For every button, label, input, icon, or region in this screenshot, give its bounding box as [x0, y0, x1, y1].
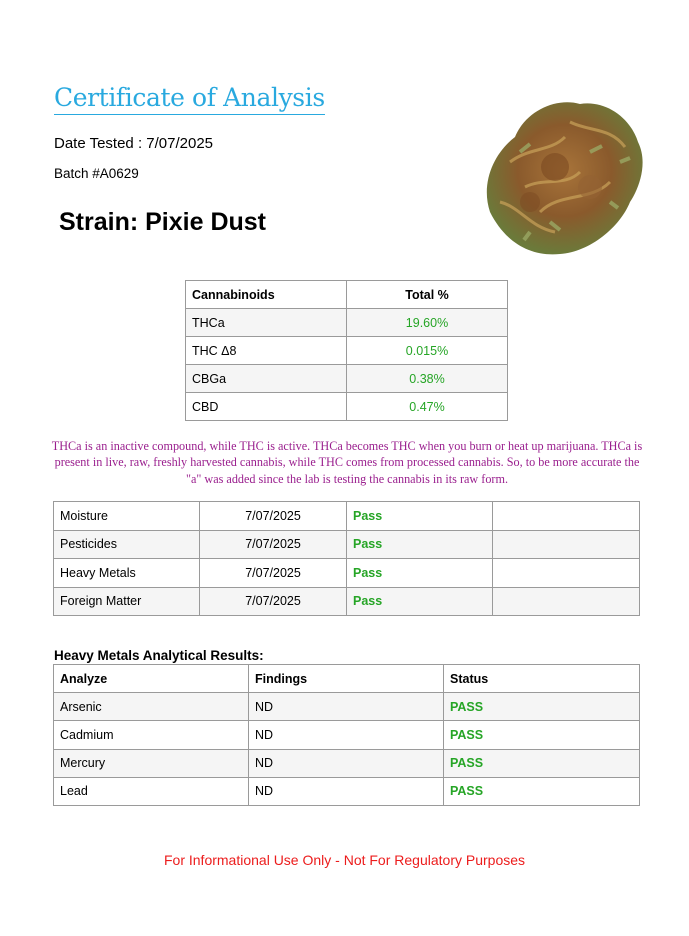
metal-name: Cadmium [54, 721, 249, 749]
table-row [54, 502, 640, 531]
thca-note: THCa is an inactive compound, while THC is active. THCa becomes THC when you burn or heat up marijuana. THCa is present in live, raw, freshly harvested cannabis, while THC comes from processed cannabis. So, to be more accurate the "a" was added since the lab is testing the cannabis in its raw form. [51, 439, 643, 486]
test-date: 7/07/2025 [200, 530, 347, 559]
test-date: 7/07/2025 [200, 587, 347, 616]
test-extra [493, 559, 640, 588]
table-row [186, 337, 508, 365]
test-date: 7/07/2025 [200, 502, 347, 531]
test-name: Pesticides [54, 530, 200, 559]
document-title: Certificate of Analysis [54, 82, 325, 115]
strain-name: Strain: Pixie Dust [59, 208, 266, 236]
cannabinoid-name: CBD [186, 393, 347, 421]
table-row [54, 587, 640, 616]
test-result: Pass [347, 587, 493, 616]
metal-name: Arsenic [54, 693, 249, 721]
test-extra [493, 530, 640, 559]
table-row [186, 309, 508, 337]
date-tested: Date Tested : 7/07/2025 [54, 135, 214, 152]
metal-finding: ND [249, 749, 444, 777]
cannabinoid-total: 0.47% [347, 393, 508, 421]
batch-number: Batch #A0629 [54, 166, 139, 181]
table-row [186, 365, 508, 393]
metal-finding: ND [249, 693, 444, 721]
metal-status: PASS [444, 693, 640, 721]
test-name: Moisture [54, 502, 200, 531]
heavy-metals-table [53, 664, 640, 806]
test-result: Pass [347, 530, 493, 559]
metal-finding: ND [249, 721, 444, 749]
table-row [54, 530, 640, 559]
metal-status: PASS [444, 777, 640, 805]
heavy-metals-heading: Heavy Metals Analytical Results: [54, 648, 264, 663]
column-header: Findings [249, 665, 444, 693]
metal-name: Lead [54, 777, 249, 805]
test-result: Pass [347, 502, 493, 531]
disclaimer-footer: For Informational Use Only - Not For Regulatory Purposes [163, 852, 526, 868]
tests-table [53, 501, 640, 616]
cannabinoid-total: 19.60% [347, 309, 508, 337]
column-header: Total % [347, 281, 508, 309]
cannabinoids-table [185, 280, 508, 421]
table-row [54, 693, 640, 721]
cannabinoid-name: THC Δ8 [186, 337, 347, 365]
column-header: Cannabinoids [186, 281, 347, 309]
metal-status: PASS [444, 721, 640, 749]
table-row [54, 777, 640, 805]
table-row [54, 749, 640, 777]
table-row [54, 721, 640, 749]
test-date: 7/07/2025 [200, 559, 347, 588]
cannabis-bud-image [470, 92, 648, 258]
metal-name: Mercury [54, 749, 249, 777]
metal-status: PASS [444, 749, 640, 777]
column-header: Status [444, 665, 640, 693]
column-header: Analyze [54, 665, 249, 693]
cannabinoid-total: 0.015% [347, 337, 508, 365]
table-header-row [54, 665, 640, 693]
table-header-row [186, 281, 508, 309]
cannabinoid-name: THCa [186, 309, 347, 337]
test-extra [493, 502, 640, 531]
test-result: Pass [347, 559, 493, 588]
table-row [54, 559, 640, 588]
metal-finding: ND [249, 777, 444, 805]
cannabinoid-name: CBGa [186, 365, 347, 393]
cannabinoid-total: 0.38% [347, 365, 508, 393]
test-name: Foreign Matter [54, 587, 200, 616]
test-name: Heavy Metals [54, 559, 200, 588]
test-extra [493, 587, 640, 616]
table-row [186, 393, 508, 421]
